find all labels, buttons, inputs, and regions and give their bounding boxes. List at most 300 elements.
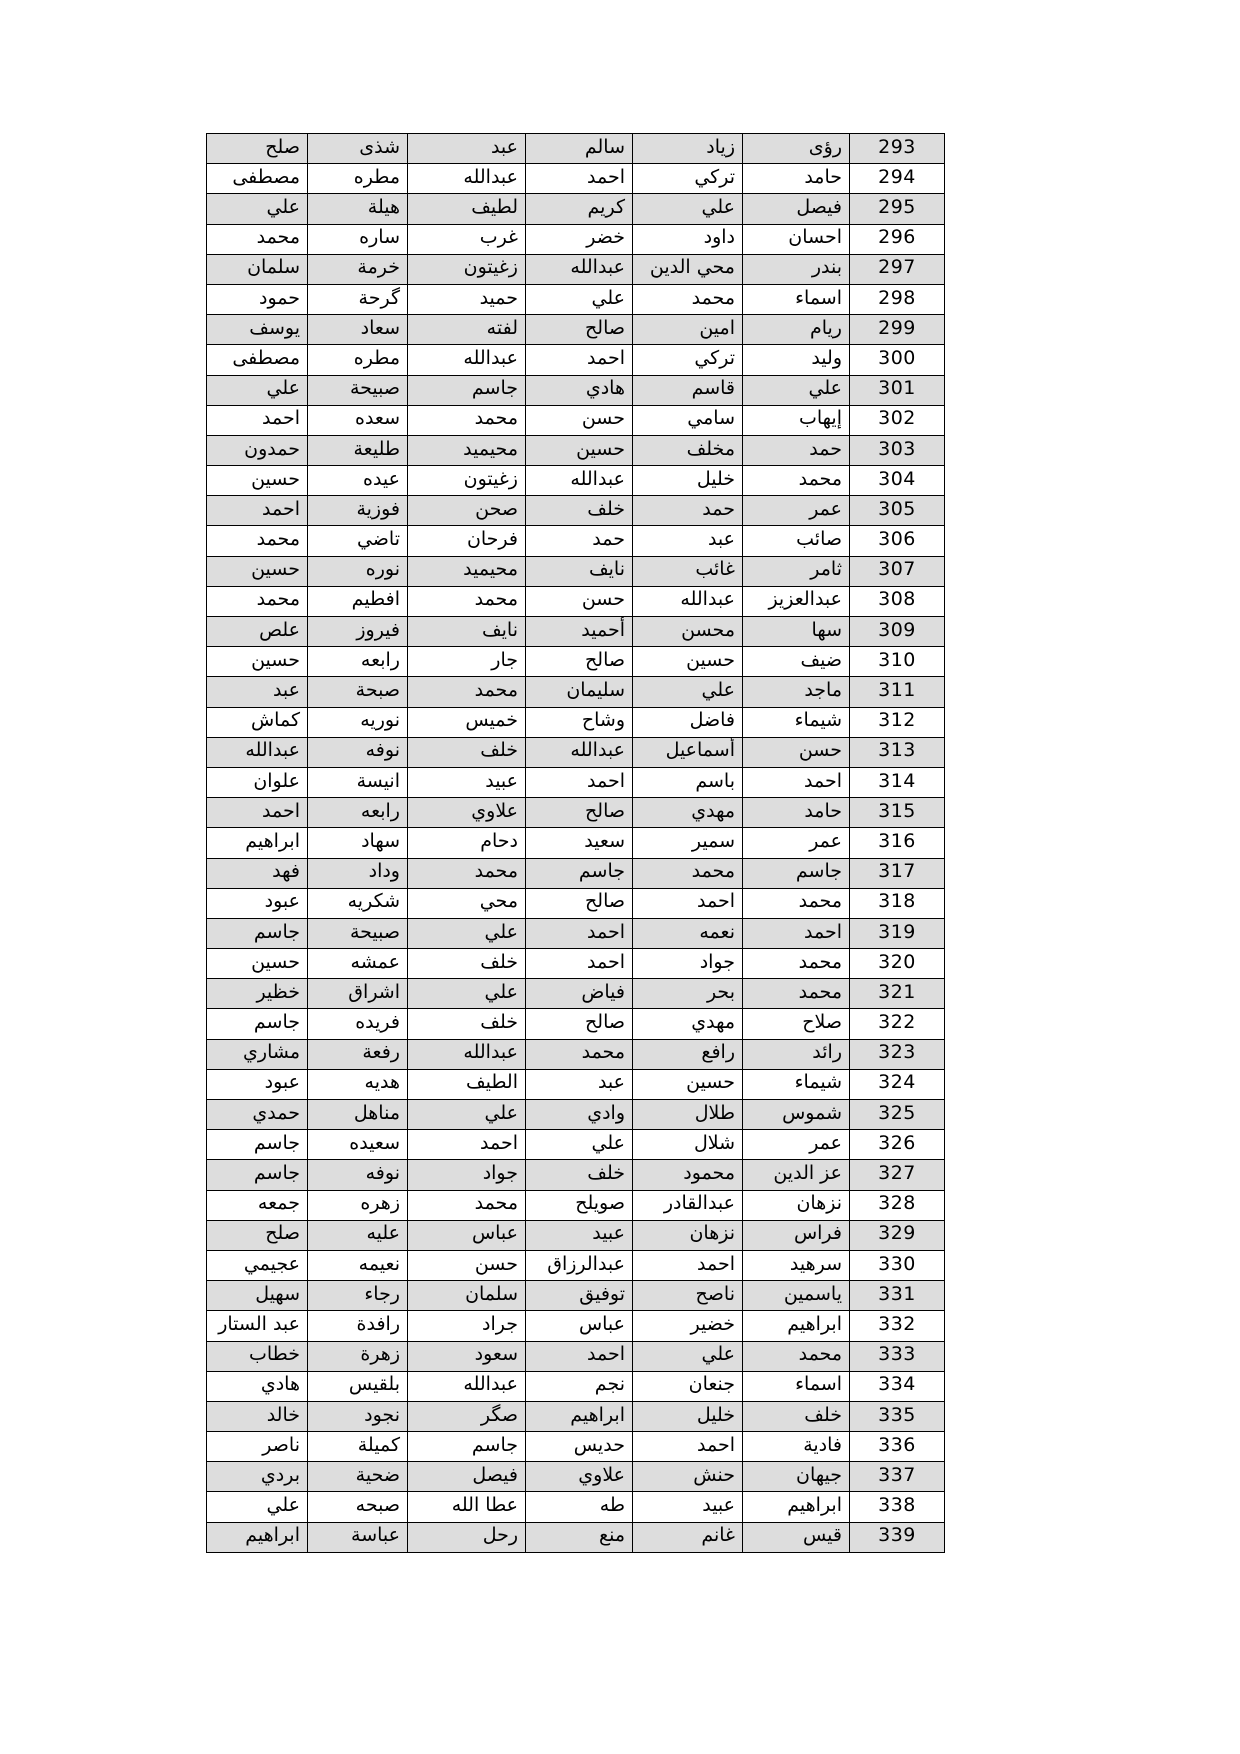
- table-row: [207, 1250, 945, 1280]
- name-cell-6: كماش: [207, 707, 308, 737]
- name-cell-2: محمد: [633, 858, 743, 888]
- name-cell-5: نوره: [308, 556, 408, 586]
- name-cell-1: ابراهيم: [743, 1492, 850, 1522]
- name-cell-4: فرحان: [408, 526, 526, 556]
- name-cell-4: غرب: [408, 224, 526, 254]
- name-cell-6: جاسم: [207, 1130, 308, 1160]
- table-row: [207, 677, 945, 707]
- name-cell-2: عبيد: [633, 1492, 743, 1522]
- row-number-cell: 296: [850, 224, 945, 254]
- name-cell-4: خلف: [408, 1009, 526, 1039]
- name-cell-4: فيصل: [408, 1462, 526, 1492]
- name-cell-4: جراد: [408, 1311, 526, 1341]
- row-number-cell: 320: [850, 949, 945, 979]
- name-cell-3: جاسم: [526, 858, 633, 888]
- name-cell-5: ساره: [308, 224, 408, 254]
- name-cell-4: صگر: [408, 1401, 526, 1431]
- name-cell-4: سلمان: [408, 1281, 526, 1311]
- name-cell-5: بلقيس: [308, 1371, 408, 1401]
- name-cell-6: مصطفى: [207, 164, 308, 194]
- name-cell-3: خلف: [526, 1160, 633, 1190]
- name-cell-1: خلف: [743, 1401, 850, 1431]
- table-row: [207, 315, 945, 345]
- name-cell-1: عبدالعزيز: [743, 586, 850, 616]
- name-cell-3: سليمان: [526, 677, 633, 707]
- name-cell-1: فيصل: [743, 194, 850, 224]
- name-cell-5: صبحة: [308, 677, 408, 707]
- table-row: [207, 1039, 945, 1069]
- name-cell-6: محمد: [207, 586, 308, 616]
- table-row: [207, 134, 945, 164]
- name-cell-3: علي: [526, 1130, 633, 1160]
- table-row: [207, 466, 945, 496]
- row-number-cell: 305: [850, 496, 945, 526]
- name-cell-5: گرحة: [308, 284, 408, 314]
- name-cell-1: نزهان: [743, 1190, 850, 1220]
- name-cell-1: احسان: [743, 224, 850, 254]
- name-cell-5: انيسة: [308, 767, 408, 797]
- name-cell-5: صبيحة: [308, 918, 408, 948]
- table-row: [207, 1462, 945, 1492]
- name-cell-1: ماجد: [743, 677, 850, 707]
- name-cell-5: زهرة: [308, 1341, 408, 1371]
- name-cell-4: محمد: [408, 1190, 526, 1220]
- row-number-cell: 327: [850, 1160, 945, 1190]
- name-cell-1: اسماء: [743, 1371, 850, 1401]
- name-cell-3: صالح: [526, 315, 633, 345]
- table-row: [207, 586, 945, 616]
- name-cell-3: عبيد: [526, 1220, 633, 1250]
- name-cell-2: تركي: [633, 345, 743, 375]
- name-cell-6: علوان: [207, 767, 308, 797]
- name-cell-3: عبدالرزاق: [526, 1250, 633, 1280]
- table-row: [207, 798, 945, 828]
- name-cell-1: صلاح: [743, 1009, 850, 1039]
- name-cell-2: نزهان: [633, 1220, 743, 1250]
- row-number-cell: 313: [850, 737, 945, 767]
- name-cell-3: وادي: [526, 1100, 633, 1130]
- row-number-cell: 338: [850, 1492, 945, 1522]
- row-number-cell: 322: [850, 1009, 945, 1039]
- name-cell-4: احمد: [408, 1130, 526, 1160]
- name-cell-1: حامد: [743, 798, 850, 828]
- table-row: [207, 375, 945, 405]
- name-cell-2: احمد: [633, 1432, 743, 1462]
- name-cell-4: سعود: [408, 1341, 526, 1371]
- name-cell-2: جنعان: [633, 1371, 743, 1401]
- name-cell-6: حسين: [207, 949, 308, 979]
- row-number-cell: 317: [850, 858, 945, 888]
- names-table: [206, 133, 945, 1553]
- table-row: [207, 888, 945, 918]
- table-row: [207, 345, 945, 375]
- name-cell-3: حسن: [526, 405, 633, 435]
- name-cell-2: خضير: [633, 1311, 743, 1341]
- row-number-cell: 325: [850, 1100, 945, 1130]
- name-cell-2: علي: [633, 1341, 743, 1371]
- name-cell-1: احمد: [743, 767, 850, 797]
- name-cell-1: فراس: [743, 1220, 850, 1250]
- name-cell-2: قاسم: [633, 375, 743, 405]
- row-number-cell: 331: [850, 1281, 945, 1311]
- table-row: [207, 284, 945, 314]
- name-cell-3: عبد: [526, 1069, 633, 1099]
- name-cell-4: صحن: [408, 496, 526, 526]
- name-cell-2: محمود: [633, 1160, 743, 1190]
- name-cell-1: حامد: [743, 164, 850, 194]
- name-cell-4: جواد: [408, 1160, 526, 1190]
- name-cell-3: احمد: [526, 918, 633, 948]
- name-cell-6: خظير: [207, 979, 308, 1009]
- row-number-cell: 328: [850, 1190, 945, 1220]
- name-cell-2: سمير: [633, 828, 743, 858]
- name-cell-2: جواد: [633, 949, 743, 979]
- name-cell-2: خليل: [633, 466, 743, 496]
- name-cell-3: نايف: [526, 556, 633, 586]
- name-cell-6: صلح: [207, 1220, 308, 1250]
- name-cell-6: احمد: [207, 405, 308, 435]
- name-cell-6: هادي: [207, 1371, 308, 1401]
- name-cell-4: محمد: [408, 405, 526, 435]
- name-cell-3: توفيق: [526, 1281, 633, 1311]
- name-cell-1: سها: [743, 617, 850, 647]
- name-cell-1: شيماء: [743, 1069, 850, 1099]
- name-cell-3: عبدالله: [526, 737, 633, 767]
- name-cell-1: حسن: [743, 737, 850, 767]
- name-cell-3: فياض: [526, 979, 633, 1009]
- name-cell-1: بندر: [743, 254, 850, 284]
- name-cell-2: نعمه: [633, 918, 743, 948]
- name-cell-2: ناصح: [633, 1281, 743, 1311]
- name-cell-4: عبدالله: [408, 164, 526, 194]
- name-cell-3: احمد: [526, 345, 633, 375]
- table-row: [207, 1160, 945, 1190]
- name-cell-4: علاوي: [408, 798, 526, 828]
- name-cell-1: عز الدين: [743, 1160, 850, 1190]
- name-cell-3: احمد: [526, 164, 633, 194]
- name-cell-6: جاسم: [207, 1160, 308, 1190]
- name-cell-5: نوريه: [308, 707, 408, 737]
- row-number-cell: 307: [850, 556, 945, 586]
- name-cell-4: رحل: [408, 1522, 526, 1552]
- name-cell-1: رؤى: [743, 134, 850, 164]
- table-row: [207, 254, 945, 284]
- name-cell-2: سامي: [633, 405, 743, 435]
- name-cell-6: سلمان: [207, 254, 308, 284]
- name-cell-5: رفعة: [308, 1039, 408, 1069]
- name-cell-4: محمد: [408, 586, 526, 616]
- name-cell-2: داود: [633, 224, 743, 254]
- name-cell-1: احمد: [743, 918, 850, 948]
- name-cell-6: حسين: [207, 647, 308, 677]
- name-cell-1: اسماء: [743, 284, 850, 314]
- row-number-cell: 330: [850, 1250, 945, 1280]
- name-cell-6: يوسف: [207, 315, 308, 345]
- name-cell-2: مخلف: [633, 435, 743, 465]
- name-cell-2: فاضل: [633, 707, 743, 737]
- name-cell-5: عمشه: [308, 949, 408, 979]
- name-cell-6: حسين: [207, 556, 308, 586]
- name-cell-3: صويلح: [526, 1190, 633, 1220]
- name-cell-2: محمد: [633, 284, 743, 314]
- name-cell-6: سهيل: [207, 1281, 308, 1311]
- table-row: [207, 1401, 945, 1431]
- name-cell-3: هادي: [526, 375, 633, 405]
- name-cell-2: زياد: [633, 134, 743, 164]
- name-cell-4: نايف: [408, 617, 526, 647]
- table-row: [207, 1100, 945, 1130]
- name-cell-1: صائب: [743, 526, 850, 556]
- name-cell-6: خالد: [207, 1401, 308, 1431]
- name-cell-6: صلح: [207, 134, 308, 164]
- table-row: [207, 1069, 945, 1099]
- name-cell-1: عمر: [743, 1130, 850, 1160]
- row-number-cell: 335: [850, 1401, 945, 1431]
- name-cell-2: مهدي: [633, 1009, 743, 1039]
- name-cell-1: حمد: [743, 435, 850, 465]
- table-row: [207, 617, 945, 647]
- name-cell-5: زهره: [308, 1190, 408, 1220]
- name-cell-5: نوفه: [308, 737, 408, 767]
- name-cell-4: خلف: [408, 737, 526, 767]
- name-cell-5: صبيحة: [308, 375, 408, 405]
- name-cell-6: علي: [207, 1492, 308, 1522]
- table-row: [207, 918, 945, 948]
- row-number-cell: 329: [850, 1220, 945, 1250]
- row-number-cell: 316: [850, 828, 945, 858]
- name-cell-2: عبدالقادر: [633, 1190, 743, 1220]
- name-cell-1: ابراهيم: [743, 1311, 850, 1341]
- name-cell-1: وليد: [743, 345, 850, 375]
- name-cell-5: رافدة: [308, 1311, 408, 1341]
- name-cell-4: لفته: [408, 315, 526, 345]
- table-row: [207, 1009, 945, 1039]
- table-row: [207, 1311, 945, 1341]
- row-number-cell: 310: [850, 647, 945, 677]
- table-row: [207, 1220, 945, 1250]
- name-cell-5: شكريه: [308, 888, 408, 918]
- name-cell-4: عبدالله: [408, 1039, 526, 1069]
- row-number-cell: 319: [850, 918, 945, 948]
- name-cell-5: سعاد: [308, 315, 408, 345]
- name-cell-6: مشاري: [207, 1039, 308, 1069]
- name-cell-4: محيميد: [408, 556, 526, 586]
- name-cell-1: محمد: [743, 949, 850, 979]
- name-cell-1: سرهيد: [743, 1250, 850, 1280]
- name-cell-3: وشاح: [526, 707, 633, 737]
- name-cell-5: مطره: [308, 345, 408, 375]
- row-number-cell: 306: [850, 526, 945, 556]
- name-cell-1: ضيف: [743, 647, 850, 677]
- names-table-container: [207, 133, 945, 1553]
- name-cell-6: حسين: [207, 466, 308, 496]
- row-number-cell: 297: [850, 254, 945, 284]
- name-cell-6: جاسم: [207, 1009, 308, 1039]
- name-cell-2: غانم: [633, 1522, 743, 1552]
- name-cell-6: جمعه: [207, 1190, 308, 1220]
- name-cell-6: احمد: [207, 798, 308, 828]
- name-cell-1: محمد: [743, 1341, 850, 1371]
- name-cell-3: أحميد: [526, 617, 633, 647]
- name-cell-3: صالح: [526, 798, 633, 828]
- name-cell-4: خميس: [408, 707, 526, 737]
- name-cell-1: رائد: [743, 1039, 850, 1069]
- table-row: [207, 1371, 945, 1401]
- row-number-cell: 308: [850, 586, 945, 616]
- name-cell-6: بردي: [207, 1462, 308, 1492]
- name-cell-5: نجود: [308, 1401, 408, 1431]
- row-number-cell: 339: [850, 1522, 945, 1552]
- name-cell-2: حسين: [633, 647, 743, 677]
- table-row: [207, 1492, 945, 1522]
- name-cell-6: احمد: [207, 496, 308, 526]
- row-number-cell: 311: [850, 677, 945, 707]
- name-cell-3: صالح: [526, 1009, 633, 1039]
- name-cell-5: خرمة: [308, 254, 408, 284]
- row-number-cell: 294: [850, 164, 945, 194]
- row-number-cell: 314: [850, 767, 945, 797]
- row-number-cell: 318: [850, 888, 945, 918]
- name-cell-3: حسن: [526, 586, 633, 616]
- name-cell-1: جيهان: [743, 1462, 850, 1492]
- table-row: [207, 194, 945, 224]
- name-cell-1: جاسم: [743, 858, 850, 888]
- name-cell-5: كميلة: [308, 1432, 408, 1462]
- name-cell-6: علص: [207, 617, 308, 647]
- row-number-cell: 334: [850, 1371, 945, 1401]
- name-cell-3: عبدالله: [526, 254, 633, 284]
- name-cell-5: عباسة: [308, 1522, 408, 1552]
- name-cell-1: ياسمين: [743, 1281, 850, 1311]
- name-cell-5: مطره: [308, 164, 408, 194]
- name-cell-6: ابراهيم: [207, 828, 308, 858]
- name-cell-3: خلف: [526, 496, 633, 526]
- row-number-cell: 300: [850, 345, 945, 375]
- name-cell-6: حمدي: [207, 1100, 308, 1130]
- name-cell-4: زغيتون: [408, 254, 526, 284]
- name-cell-4: حسن: [408, 1250, 526, 1280]
- name-cell-5: ضحية: [308, 1462, 408, 1492]
- name-cell-6: خطاب: [207, 1341, 308, 1371]
- row-number-cell: 323: [850, 1039, 945, 1069]
- name-cell-4: محمد: [408, 677, 526, 707]
- name-cell-4: عبدالله: [408, 345, 526, 375]
- name-cell-3: علي: [526, 284, 633, 314]
- name-cell-1: ريام: [743, 315, 850, 345]
- name-cell-2: عبد: [633, 526, 743, 556]
- name-cell-4: محيميد: [408, 435, 526, 465]
- name-cell-5: فريده: [308, 1009, 408, 1039]
- name-cell-4: محي: [408, 888, 526, 918]
- name-cell-4: علي: [408, 1100, 526, 1130]
- name-cell-2: علي: [633, 194, 743, 224]
- name-cell-4: حميد: [408, 284, 526, 314]
- table-row: [207, 979, 945, 1009]
- name-cell-5: هديه: [308, 1069, 408, 1099]
- name-cell-3: احمد: [526, 767, 633, 797]
- row-number-cell: 309: [850, 617, 945, 647]
- name-cell-2: رافع: [633, 1039, 743, 1069]
- table-row: [207, 858, 945, 888]
- table-row: [207, 1432, 945, 1462]
- table-row: [207, 1522, 945, 1552]
- name-cell-1: علي: [743, 375, 850, 405]
- name-cell-6: عبد الستار: [207, 1311, 308, 1341]
- row-number-cell: 301: [850, 375, 945, 405]
- table-row: [207, 767, 945, 797]
- name-cell-4: عبد: [408, 134, 526, 164]
- table-row: [207, 405, 945, 435]
- name-cell-6: علي: [207, 194, 308, 224]
- name-cell-4: لطيف: [408, 194, 526, 224]
- name-cell-6: عبدالله: [207, 737, 308, 767]
- row-number-cell: 326: [850, 1130, 945, 1160]
- name-cell-1: محمد: [743, 466, 850, 496]
- table-row: [207, 435, 945, 465]
- name-cell-4: زغيتون: [408, 466, 526, 496]
- table-row: [207, 1130, 945, 1160]
- name-cell-6: حمدون: [207, 435, 308, 465]
- name-cell-6: ابراهيم: [207, 1522, 308, 1552]
- row-number-cell: 293: [850, 134, 945, 164]
- row-number-cell: 315: [850, 798, 945, 828]
- row-number-cell: 312: [850, 707, 945, 737]
- name-cell-2: حسين: [633, 1069, 743, 1099]
- name-cell-5: عليه: [308, 1220, 408, 1250]
- name-cell-3: خضر: [526, 224, 633, 254]
- names-table-body: [207, 134, 945, 1553]
- name-cell-5: هيلة: [308, 194, 408, 224]
- name-cell-3: كريم: [526, 194, 633, 224]
- name-cell-5: شذى: [308, 134, 408, 164]
- name-cell-4: محمد: [408, 858, 526, 888]
- table-row: [207, 556, 945, 586]
- name-cell-6: عبود: [207, 1069, 308, 1099]
- name-cell-5: سهاد: [308, 828, 408, 858]
- name-cell-4: عباس: [408, 1220, 526, 1250]
- name-cell-4: دحام: [408, 828, 526, 858]
- name-cell-1: إيهاب: [743, 405, 850, 435]
- name-cell-5: طليعة: [308, 435, 408, 465]
- name-cell-1: عمر: [743, 828, 850, 858]
- name-cell-1: شيماء: [743, 707, 850, 737]
- name-cell-3: احمد: [526, 949, 633, 979]
- row-number-cell: 295: [850, 194, 945, 224]
- name-cell-2: حنش: [633, 1462, 743, 1492]
- name-cell-5: فوزية: [308, 496, 408, 526]
- row-number-cell: 332: [850, 1311, 945, 1341]
- name-cell-5: عيده: [308, 466, 408, 496]
- name-cell-4: علي: [408, 979, 526, 1009]
- row-number-cell: 321: [850, 979, 945, 1009]
- name-cell-3: عبدالله: [526, 466, 633, 496]
- name-cell-4: جاسم: [408, 375, 526, 405]
- name-cell-4: عطا الله: [408, 1492, 526, 1522]
- name-cell-4: جار: [408, 647, 526, 677]
- name-cell-6: ناصر: [207, 1432, 308, 1462]
- row-number-cell: 303: [850, 435, 945, 465]
- name-cell-2: محي الدين: [633, 254, 743, 284]
- name-cell-5: صبحه: [308, 1492, 408, 1522]
- name-cell-5: فيروز: [308, 617, 408, 647]
- name-cell-2: طلال: [633, 1100, 743, 1130]
- name-cell-5: اشراق: [308, 979, 408, 1009]
- table-row: [207, 1190, 945, 1220]
- name-cell-3: طه: [526, 1492, 633, 1522]
- name-cell-2: احمد: [633, 888, 743, 918]
- name-cell-1: عمر: [743, 496, 850, 526]
- name-cell-3: سالم: [526, 134, 633, 164]
